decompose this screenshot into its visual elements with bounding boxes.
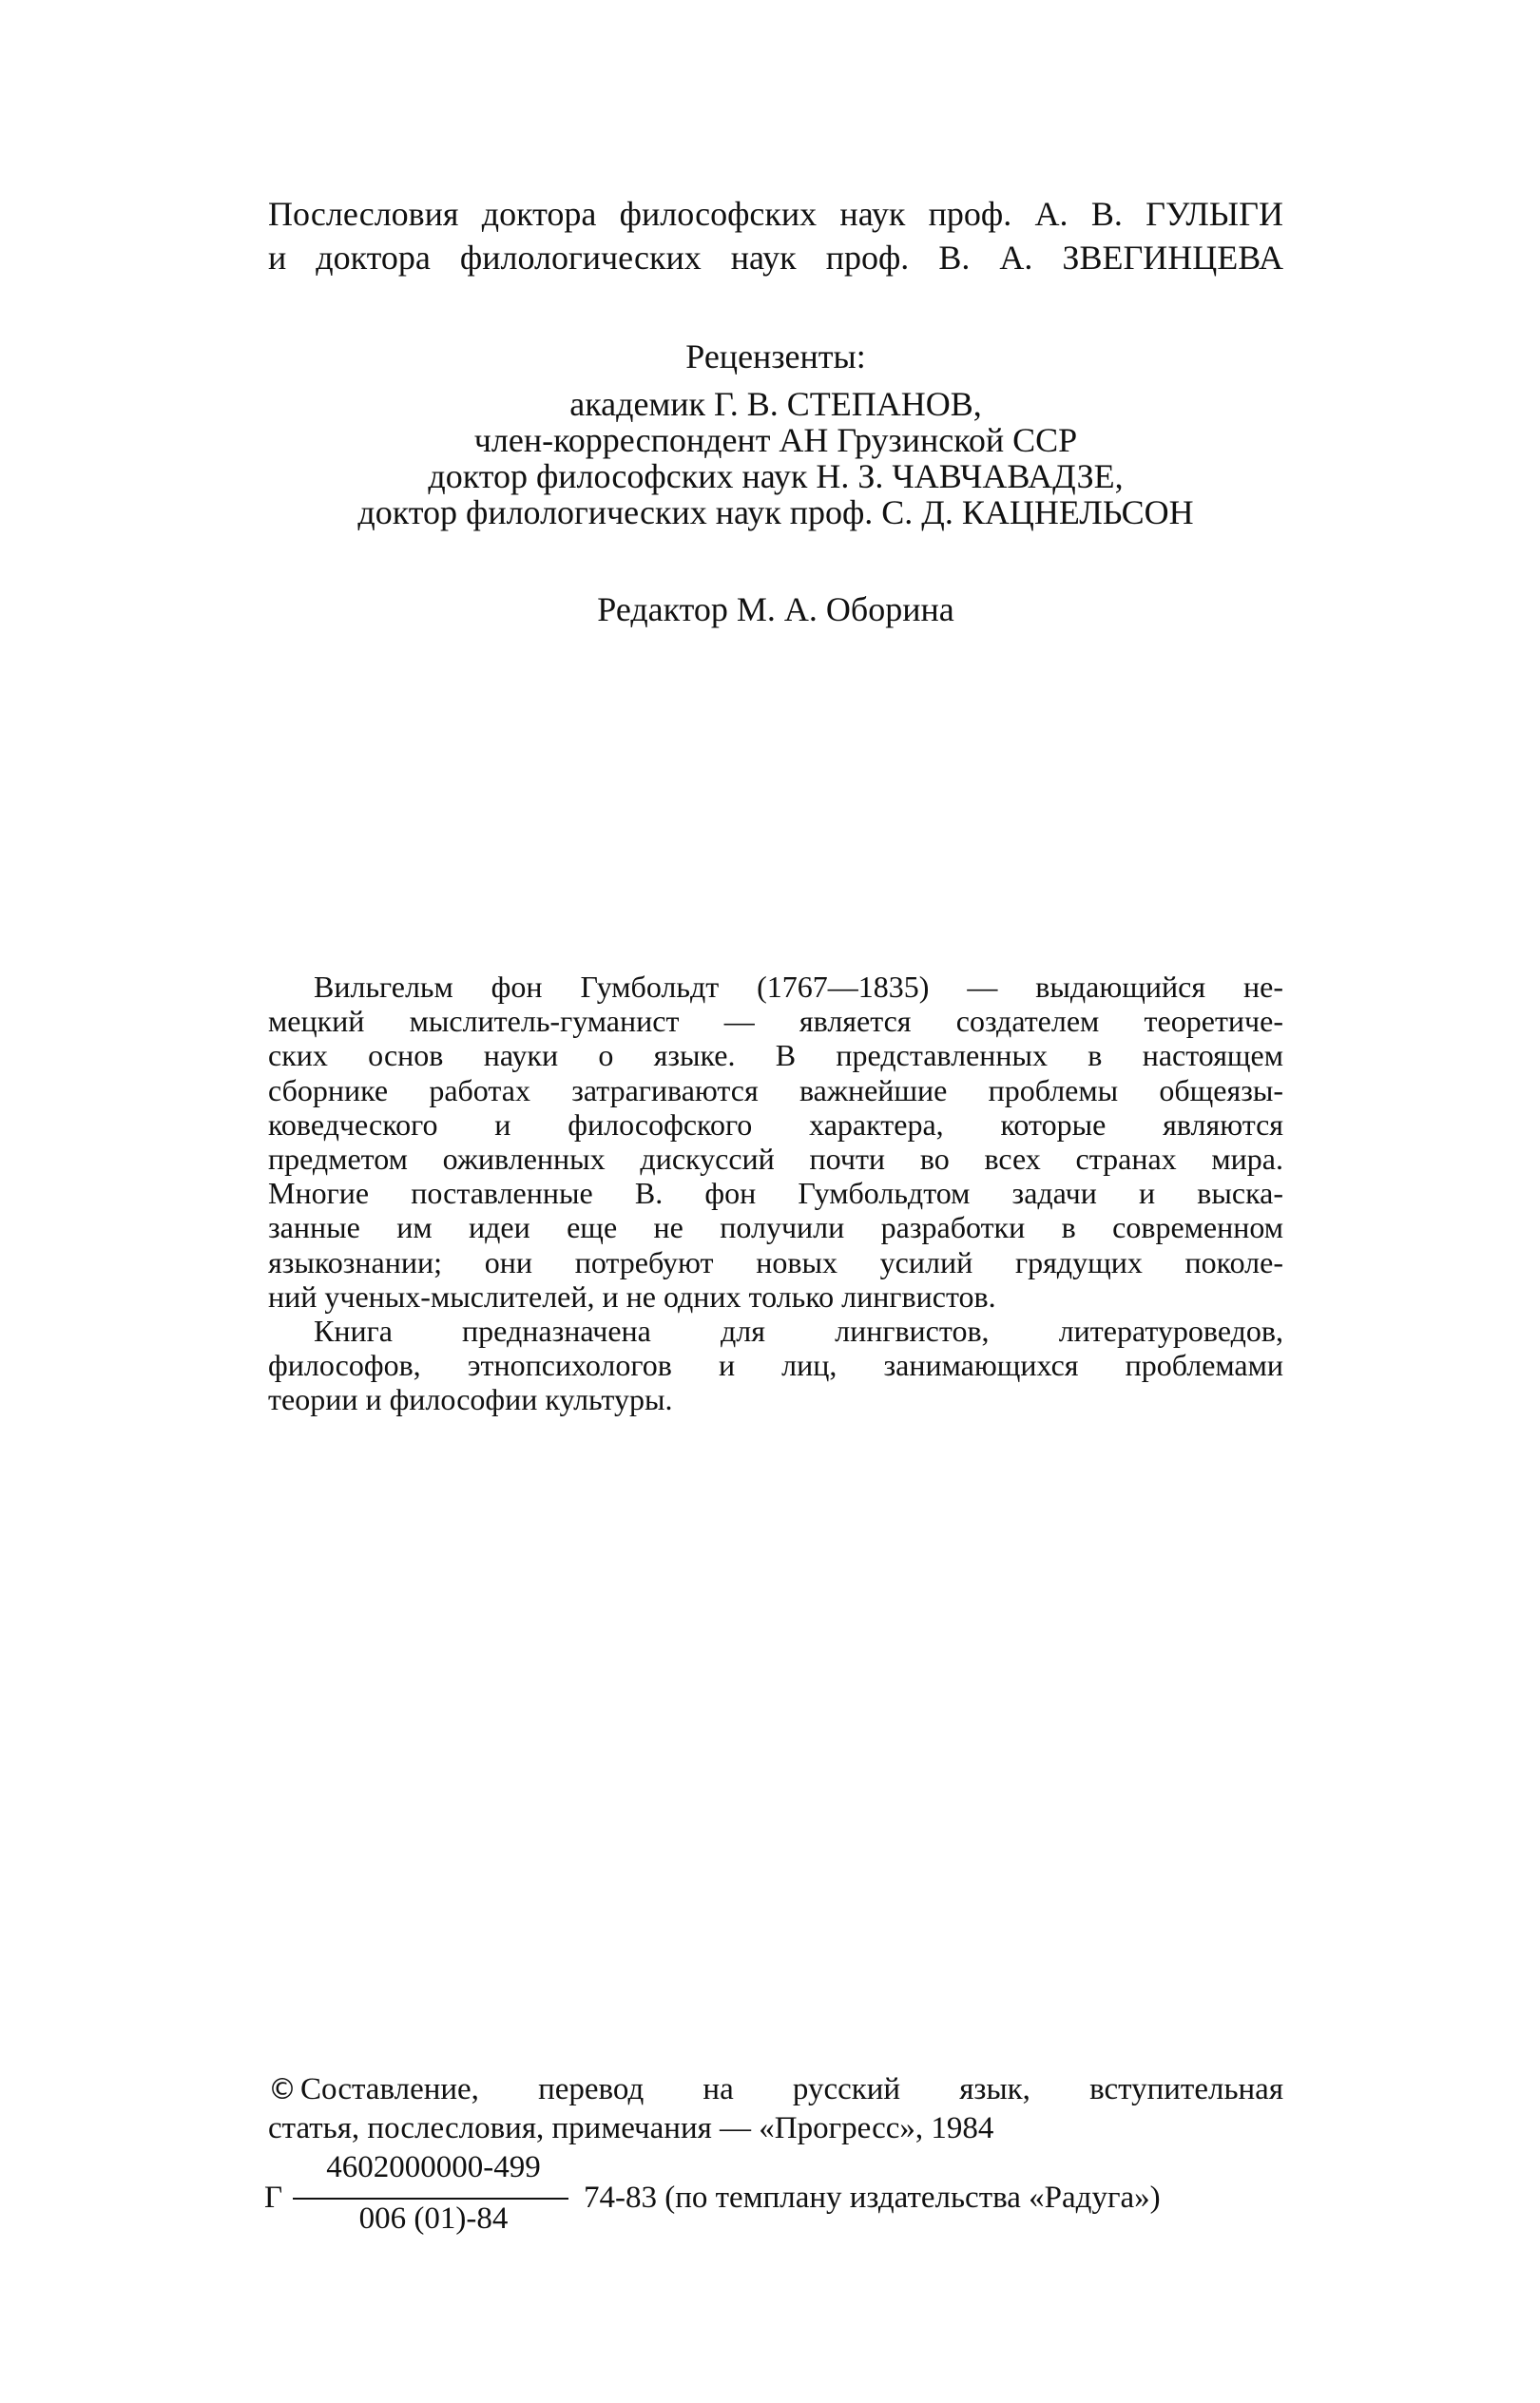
book-annotation bbox=[268, 970, 1283, 1417]
annotation-line: коведческого и философского характера, которые являются bbox=[268, 1106, 1283, 1142]
annotation-line: Вильгельм фон Гумбольдт (1767—1835) — выдающийся не- bbox=[314, 970, 1283, 1004]
annotation-line: предметом оживленных дискуссий почти во всех странах мира. bbox=[268, 1142, 1283, 1177]
index-denominator: 006 (01)-84 bbox=[358, 2201, 509, 2236]
annotation-line: теории и философии культуры. bbox=[268, 1382, 673, 1417]
reviewer-line: доктор филологических наук проф. С. Д. КАЦНЕЛЬСОН bbox=[357, 493, 1194, 531]
afterword-authors bbox=[268, 192, 1283, 279]
reviewers-heading: Рецензенты: bbox=[685, 337, 866, 375]
reviewers-list bbox=[268, 386, 1283, 530]
reviewer-line: академик Г. В. СТЕПАНОВ, bbox=[569, 385, 982, 423]
index-numerator: 4602000000-499 bbox=[326, 2150, 541, 2184]
index-letter: Г bbox=[264, 2181, 283, 2215]
publication-index bbox=[264, 2112, 1291, 2236]
annotation-line: сборнике работах затрагиваются важнейшие проблемы общеязы- bbox=[268, 1072, 1283, 1107]
reviewer-line: доктор философских наук Н. З. ЧАВЧАВАДЗЕ, bbox=[428, 457, 1124, 495]
annotation-line: Книга предназначена для лингвистов, литературоведов, bbox=[314, 1314, 1283, 1349]
annotation-line: языкознании; они потребуют новых усилий грядущих поколе- bbox=[268, 1244, 1283, 1279]
reviewer-line: член-корреспондент АН Грузинской ССР bbox=[473, 421, 1078, 459]
fraction-divider bbox=[293, 2198, 568, 2200]
copyright-text: Составление, перевод на русский язык, вступительная bbox=[300, 2072, 1283, 2106]
index-plan-note: 74-83 (по темплану издательства «Радуга») bbox=[584, 2181, 1161, 2215]
copyright-line: статья, послесловия, примечания — «Прогресс», 1984 bbox=[268, 2111, 994, 2145]
annotation-line: мецкий мыслитель-гуманист — является создателем теоретиче- bbox=[268, 1004, 1283, 1039]
editor-credit: Редактор М. А. Оборина bbox=[597, 590, 954, 628]
afterword-line: и доктора филологических наук проф. В. А. ЗВЕГИНЦЕВА bbox=[268, 239, 1283, 277]
annotation-line: ских основ науки о языке. В представленных в настоящем bbox=[268, 1038, 1283, 1073]
annotation-line: ний ученых-мыслителей, и не одних только лингвистов. bbox=[268, 1278, 996, 1314]
afterword-line: Послесловия доктора философских наук проф. А. В. ГУЛЫГИ bbox=[268, 195, 1283, 233]
annotation-line: философов, этнопсихологов и лиц, занимающихся проблемами bbox=[268, 1348, 1283, 1383]
copyright-icon: © bbox=[268, 2073, 297, 2106]
annotation-line: Многие поставленные В. фон Гумбольдтом задачи и выска- bbox=[268, 1176, 1283, 1211]
annotation-line: занные им идеи еще не получили разработки в современном bbox=[268, 1210, 1283, 1245]
copyright-line bbox=[268, 2070, 1283, 2109]
